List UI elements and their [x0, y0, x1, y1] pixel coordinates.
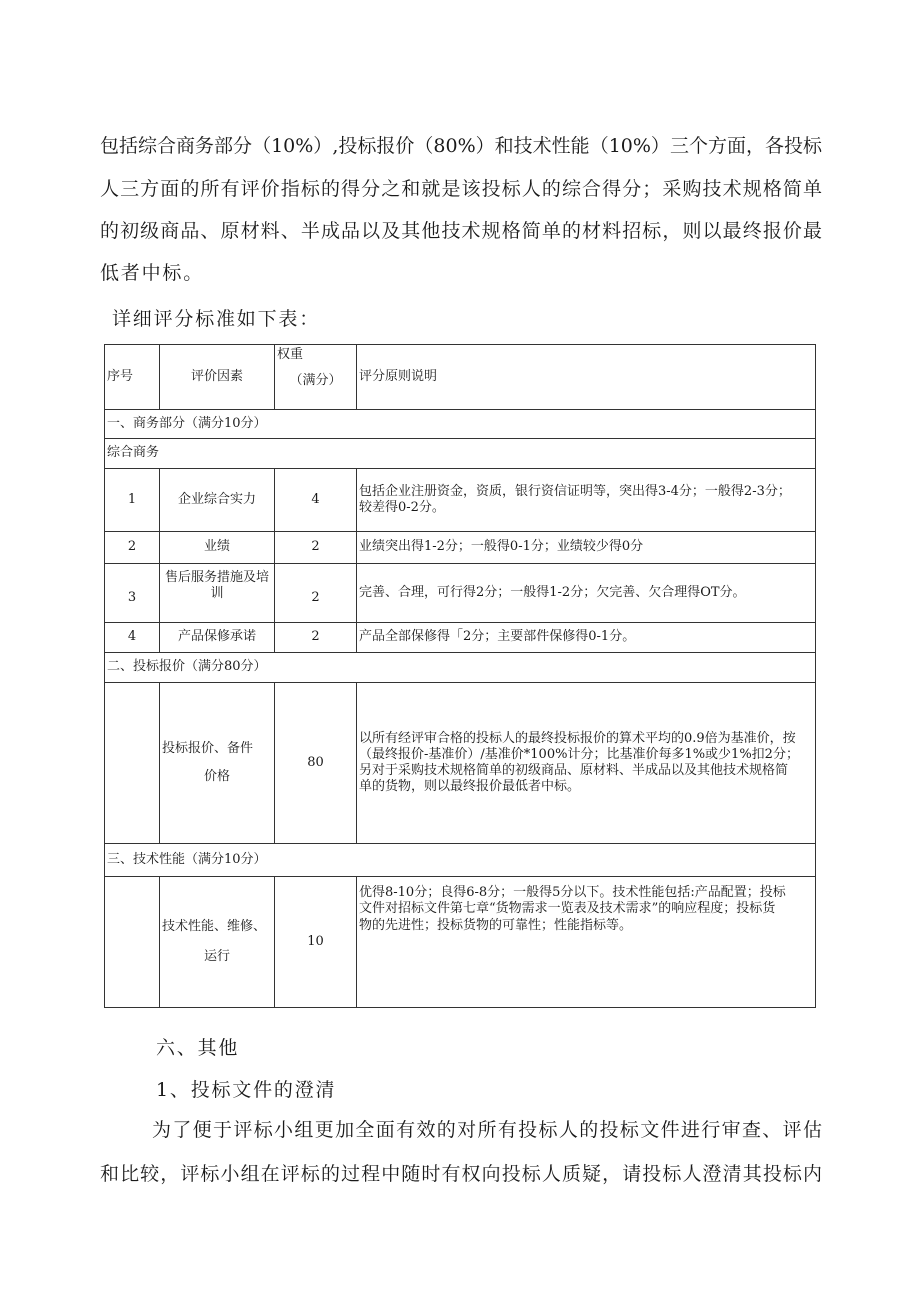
row-factor: 企业综合实力 — [160, 469, 275, 532]
table-row — [105, 532, 816, 564]
table-row — [105, 683, 816, 844]
para-line-2: 和比较，评标小组在评标的过程中随时有权向投标人质疑，请投标人澄清其投标内 — [100, 1163, 822, 1185]
factor-line: 投标报价、备件 — [162, 741, 254, 756]
header-weight — [275, 345, 357, 410]
row-seq: 3 — [105, 564, 160, 623]
section-title-price: 二、投标报价（满分80分） — [105, 653, 816, 683]
row-rule — [357, 469, 816, 532]
heading-other: 六、其他 — [156, 1037, 240, 1059]
header-seq: 序号 — [105, 345, 160, 410]
row-factor — [160, 877, 275, 1008]
row-weight: 2 — [275, 564, 357, 623]
header-rule: 评分原则说明 — [357, 345, 816, 410]
row-rule: 产品全部保修得「2分；主要部件保修得0-1分。 — [357, 623, 816, 653]
rule-line: 另对于采购技术规格简单的初级商品、原材料、半成品以及其他技术规格简 — [359, 763, 789, 778]
section-subtitle-business: 综合商务 — [105, 439, 816, 469]
section-row — [105, 410, 816, 439]
table-row — [105, 877, 816, 1008]
row-factor: 产品保修承诺 — [160, 623, 275, 653]
table-row — [105, 623, 816, 653]
scoring-table — [104, 344, 816, 1008]
row-weight: 2 — [275, 532, 357, 564]
table-header-row — [105, 345, 816, 410]
factor-line: 运行 — [203, 949, 230, 964]
section-row — [105, 844, 816, 877]
row-weight: 10 — [275, 877, 357, 1008]
row-weight: 80 — [275, 683, 357, 844]
rule-line: 包括企业注册资金，资质，银行资信证明等，突出得3-4分；一般得2-3分； — [359, 483, 791, 499]
row-factor — [160, 683, 275, 844]
section-title-tech: 三、技术性能（满分10分） — [105, 844, 816, 877]
table-row — [105, 564, 816, 623]
header-factor: 评价因素 — [160, 345, 275, 410]
section-row — [105, 439, 816, 469]
row-seq — [105, 683, 160, 844]
header-weight-line1: 权重 — [277, 347, 304, 362]
table-row — [105, 469, 816, 532]
header-weight-line2: （满分） — [289, 373, 342, 389]
factor-line: 技术性能、维修、 — [162, 919, 267, 934]
row-seq: 1 — [105, 469, 160, 532]
heading-clarification: 1、投标文件的澄清 — [156, 1079, 337, 1101]
para-line-1: 为了便于评标小组更加全面有效的对所有投标人的投标文件进行审查、评估 — [152, 1119, 822, 1141]
intro-line-2: 人三方面的所有评价指标的得分之和就是该投标人的综合得分；采购技术规格简单 — [100, 178, 822, 200]
row-seq: 2 — [105, 532, 160, 564]
row-factor: 业绩 — [160, 532, 275, 564]
rule-line: 优得8-10分；良得6-8分；一般得5分以下。技术性能包括:产品配置；投标 — [359, 885, 786, 900]
rule-line: （最终报价-基准价）/基准价*100%计分；比基准价每多1%或少1%扣2分； — [359, 746, 799, 762]
row-rule: 完善、合理，可行得2分；一般得1-2分；欠完善、欠合理得OT分。 — [357, 564, 816, 623]
row-rule — [357, 877, 816, 1008]
row-rule — [357, 683, 816, 844]
rule-line: 物的先进性；投标货物的可靠性；性能指标等。 — [359, 917, 633, 933]
row-factor: 售后服务措施及培训 — [160, 564, 275, 623]
rule-line: 以所有经评审合格的投标人的最终投标报价的算术平均的0.9倍为基准价，按 — [359, 730, 796, 746]
section-row — [105, 653, 816, 683]
rule-line: 较差得0-2分。 — [359, 500, 445, 515]
row-weight: 2 — [275, 623, 357, 653]
factor-line: 价格 — [203, 769, 230, 784]
section-title-business: 一、商务部分（满分10分） — [105, 410, 816, 439]
row-seq — [105, 877, 160, 1008]
rule-line: 文件对招标文件第七章“货物需求一览表及技术需求”的响应程度；投标货 — [359, 901, 776, 917]
intro-line-1: 包括综合商务部分（10%）,投标报价（80%）和技术性能（10%）三个方面，各投标 — [100, 135, 822, 157]
rule-line: 单的货物，则以最终报价最低者中标。 — [359, 779, 581, 795]
row-seq: 4 — [105, 623, 160, 653]
intro-line-4: 低者中标。 — [100, 262, 205, 284]
table-caption: 详细评分标准如下表： — [112, 308, 321, 330]
row-rule: 业绩突出得1-2分；一般得0-1分；业绩较少得0分 — [357, 532, 816, 564]
row-weight: 4 — [275, 469, 357, 532]
intro-line-3: 的初级商品、原材料、半成品以及其他技术规格简单的材料招标，则以最终报价最 — [100, 220, 822, 242]
